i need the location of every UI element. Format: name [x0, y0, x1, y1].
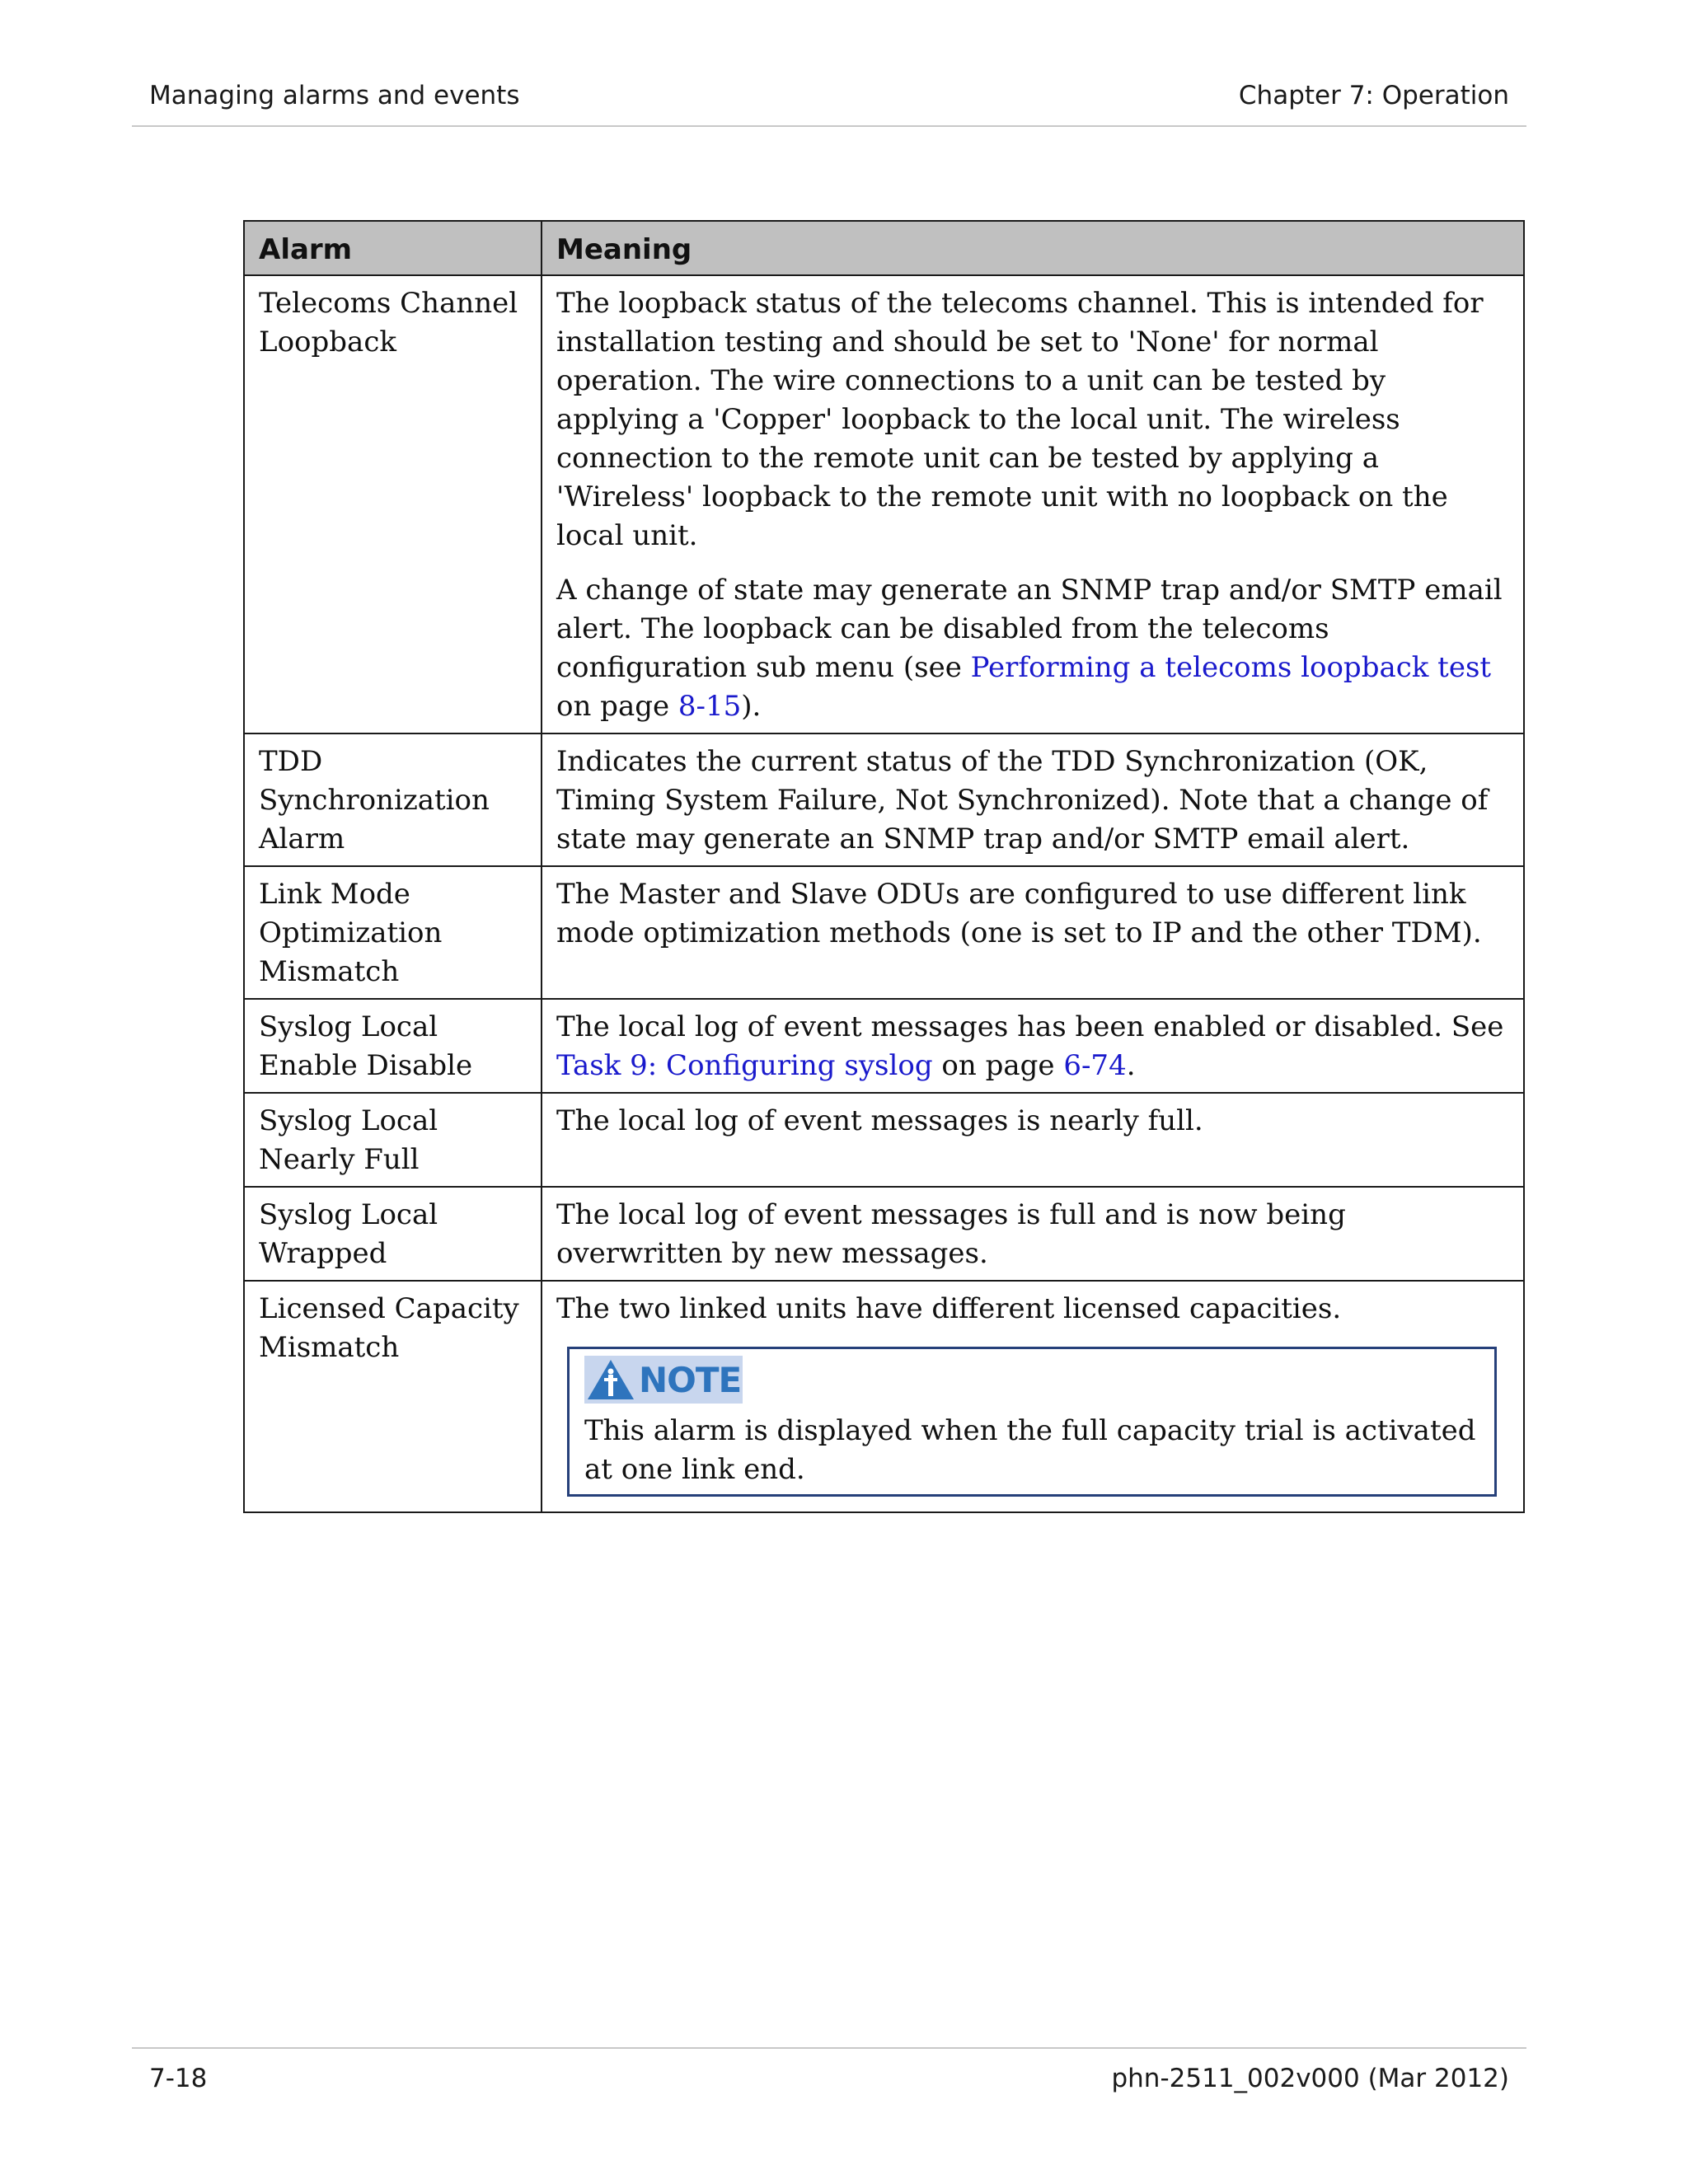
column-header-meaning: Meaning: [542, 221, 1524, 275]
page-footer: [132, 2047, 1526, 2113]
column-header-alarm: Alarm: [244, 221, 542, 275]
alarm-name: Licensed Capacity Mismatch: [244, 1281, 542, 1512]
note-box: [567, 1347, 1497, 1497]
document-id: phn-2511_002v000 (Mar 2012): [1111, 2064, 1509, 2093]
alarm-name: Syslog Local Nearly Full: [244, 1093, 542, 1187]
alarm-meaning: [542, 999, 1524, 1093]
alarms-table: [243, 220, 1525, 1513]
meaning-text: ).: [741, 690, 762, 723]
header-chapter-title: Chapter 7: Operation: [1238, 81, 1509, 110]
note-label: NOTE: [639, 1359, 742, 1400]
meaning-text: A change of state may generate an SNMP trap and/or SMTP email alert. The loopback can be disabled from the telecoms configuration sub menu (see: [556, 574, 1503, 684]
table-row: [244, 1093, 1524, 1187]
note-badge: [584, 1356, 743, 1404]
meaning-paragraph: The loopback status of the telecoms channel. This is intended for installation testing and should be set to 'None' for normal operation. The wire connections to a unit can be tested by applying a 'Copper' loopback to the local unit. The wireless connection to the remote unit can be tested by applying a 'Wireless' loopback to the remote unit with no loopback on the local unit.: [556, 287, 1484, 552]
meaning-text: .: [1126, 1049, 1136, 1082]
page-header: [132, 0, 1526, 127]
alarm-name: Telecoms Channel Loopback: [244, 275, 542, 733]
table-row: [244, 999, 1524, 1093]
alarm-name: TDD Synchronization Alarm: [244, 733, 542, 866]
alarm-meaning: [542, 1281, 1524, 1512]
alarm-meaning: The local log of event messages is nearly full.: [542, 1093, 1524, 1187]
alarm-name: Link Mode Optimization Mismatch: [244, 866, 542, 999]
header-section-title: Managing alarms and events: [149, 81, 520, 110]
alarm-name: Syslog Local Wrapped: [244, 1187, 542, 1281]
table-row: [244, 866, 1524, 999]
table-row: [244, 1187, 1524, 1281]
alarm-meaning: Indicates the current status of the TDD Synchronization (OK, Timing System Failure, Not Synchronized). Note that a change of state may generate an SNMP trap and/or SMTP email alert.: [542, 733, 1524, 866]
table-header-row: [244, 221, 1524, 275]
table-row: [244, 1281, 1524, 1512]
alarm-meaning: The local log of event messages is full and is now being overwritten by new messages.: [542, 1187, 1524, 1281]
meaning-text: on page: [556, 690, 678, 723]
meaning-paragraph: [556, 571, 1509, 726]
alarm-name: Syslog Local Enable Disable: [244, 999, 542, 1093]
meaning-text: The local log of event messages has been enabled or disabled. See: [556, 1010, 1504, 1043]
meaning-paragraph: The two linked units have different licensed capacities.: [556, 1292, 1342, 1325]
page-ref-link[interactable]: 8-15: [678, 690, 742, 723]
table-row: [244, 733, 1524, 866]
table-row: [244, 275, 1524, 733]
alarm-meaning: [542, 275, 1524, 733]
loopback-test-link[interactable]: Performing a telecoms loopback test: [970, 651, 1492, 684]
alarm-meaning: The Master and Slave ODUs are configured to use different link mode optimization methods (one is set to IP and the other TDM).: [542, 866, 1524, 999]
warning-icon: [586, 1358, 635, 1401]
meaning-text: on page: [932, 1049, 1064, 1082]
page-ref-link[interactable]: 6-74: [1063, 1049, 1127, 1082]
page-number: 7-18: [149, 2064, 208, 2093]
note-text: This alarm is displayed when the full capacity trial is activated at one link end.: [584, 1414, 1476, 1486]
configuring-syslog-link[interactable]: Task 9: Configuring syslog: [556, 1049, 933, 1082]
